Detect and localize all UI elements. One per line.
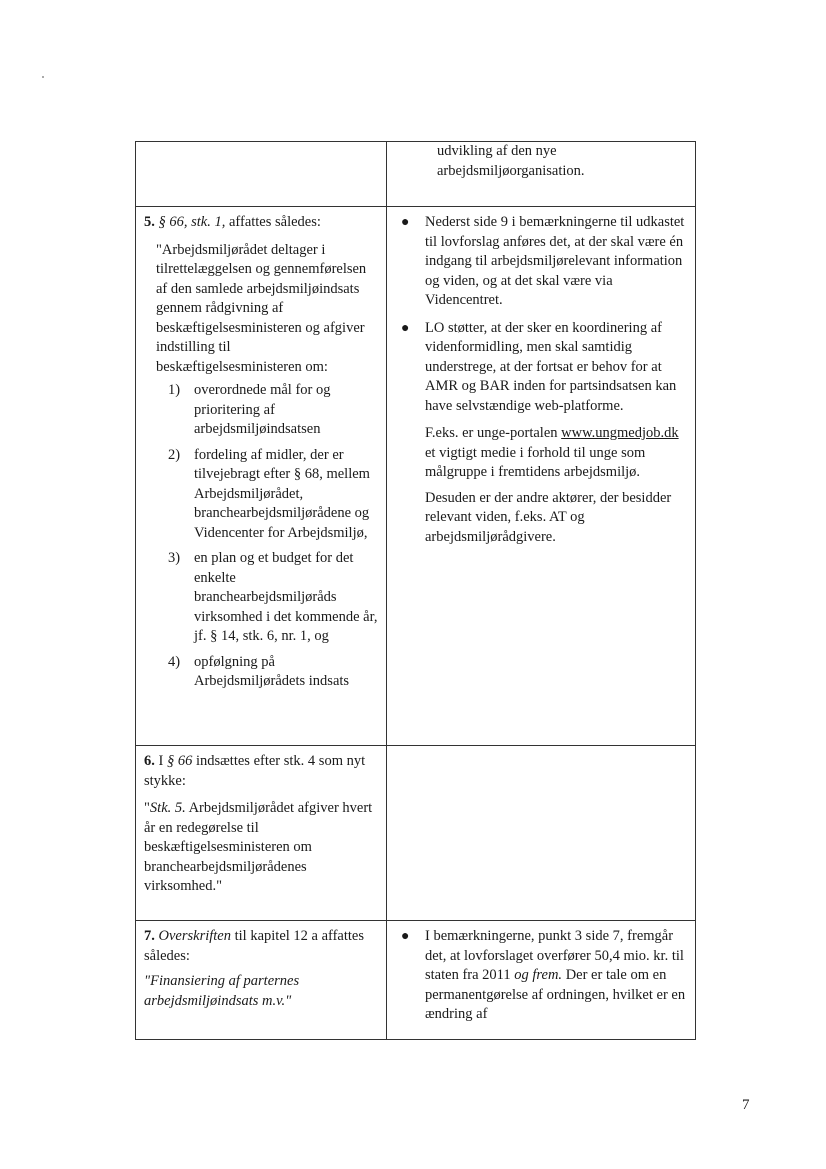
bullet-text: Nederst side 9 i bemærkningerne til udkastet til lovforslag anføres det, at der skal være én indgang til arbejdsmiljørelevant information og viden, og at det skal være via Videncentret. [425,214,685,308]
continued-text: udvikling af den nye arbejdsmiljøorganisation. [437,143,585,179]
intro-text: affattes således: [225,214,321,230]
paragraph [395,424,687,483]
amendment-intro [144,752,378,791]
page-number: 7 [742,1097,750,1113]
right-cell [387,921,696,1040]
list-item [144,446,378,544]
item-number: 4) [168,653,181,670]
item-text: fordeling af midler, der er tilvejebragt efter § 68, mellem Arbejdsmiljørådet, branchearbejdsmiljørådene og Videncenter for Arbejdsmiljø, [194,446,370,541]
list-item [395,927,687,1025]
paragraph: Desuden er der andre aktører, der besidder relevant viden, f.eks. AT og arbejdsmiljørådgivere. [425,489,672,545]
intro-text: til kapitel 12 a affattes således: [144,928,364,964]
left-cell [136,746,387,921]
bullet-text: Der er tale om en permanentgørelse af ordningen, hvilket er en ændring af [425,967,686,1022]
quote-mark: " [144,800,150,816]
right-cell [387,207,696,746]
item-number: 3) [168,550,181,566]
list-item [144,653,378,692]
table-row [136,142,696,207]
scan-speck [42,76,44,78]
intro-text: indsættes efter stk. 4 som nyt stykke: [144,753,366,789]
list-item [395,319,687,417]
paragraph-text: et vigtigt medie i forhold til unge som målgruppe i fremtidens arbejdsmiljø. [425,444,646,480]
item-number: 1) [168,382,181,398]
heading-reference: Overskriften [158,928,231,944]
emphasis-text: og frem. [514,967,563,983]
left-cell-empty [136,142,387,207]
section-reference: § 66 [166,753,193,769]
amendment-intro [144,213,378,233]
intro-text: I [154,753,167,769]
amendment-intro [144,927,378,966]
amendment-number: 6. [144,753,155,769]
quote-text: "Arbejdsmiljørådet deltager i tilrettelæggelsen og gennemførelsen af den samlede arbejdsmiljøindsats gennem rådgivning af beskæftigelsesministeren og afgiver indstilling til beskæftigelsesministeren om: [156,241,367,375]
bullet-list [395,927,687,1025]
bullet-text: LO støtter, at der sker en koordinering af videnformidling, men skal samtidig understrege, at der fortsat er behov for at AMR og BAR inden for partsindsatsen kan have selvstændige web-platforme. [425,319,677,414]
amendment-quote [144,972,378,1011]
commentary-table [135,141,696,1040]
left-cell [136,921,387,1040]
item-number: 2) [168,446,181,463]
table-row [136,746,696,921]
amendment-number: 7. [144,928,155,944]
paragraph-text: F.eks. er unge-portalen [425,425,562,441]
bullet-list [395,213,687,416]
item-text: overordnede mål for og prioritering af arbejdsmiljøindsatsen [194,382,331,437]
item-text: en plan og et budget for det enkelte branchearbejdsmiljøråds virksomhed i det kommende år, jf. § 14, stk. 6, nr. 1, og [194,550,378,644]
stk-reference: Stk. 5. [149,800,186,816]
amendment-number: 5. [144,214,155,230]
bullet-icon: ● [401,215,410,230]
quote-text: Arbejdsmiljørådet afgiver hvert år en redegørelse til beskæftigelsesministeren om branchearbejdsmiljørådenes virksomhed." [144,800,373,894]
table-row [136,207,696,746]
amendment-quote [144,241,378,378]
list-item [144,549,378,647]
bullet-text: I bemærkningerne, punkt 3 side 7, fremgår det, at lovforslaget overfører 50,4 mio. kr. til staten fra 2011 [425,928,684,983]
right-cell-empty [387,746,696,921]
bullet-icon: ● [401,320,410,336]
list-item [395,213,687,311]
quote-text: "Finansiering af parternes arbejdsmiljøindsats m.v." [144,973,300,1009]
bullet-icon: ● [401,929,410,944]
right-cell [387,142,696,207]
item-text: opfølgning på Arbejdsmiljørådets indsats [194,653,350,689]
left-cell [136,207,387,746]
url-link[interactable]: www.ungmedjob.dk [561,425,679,441]
table-row [136,921,696,1040]
section-reference: § 66, stk. 1, [158,214,226,230]
amendment-quote [144,799,378,897]
numbered-list [144,381,378,692]
list-item [144,381,378,440]
